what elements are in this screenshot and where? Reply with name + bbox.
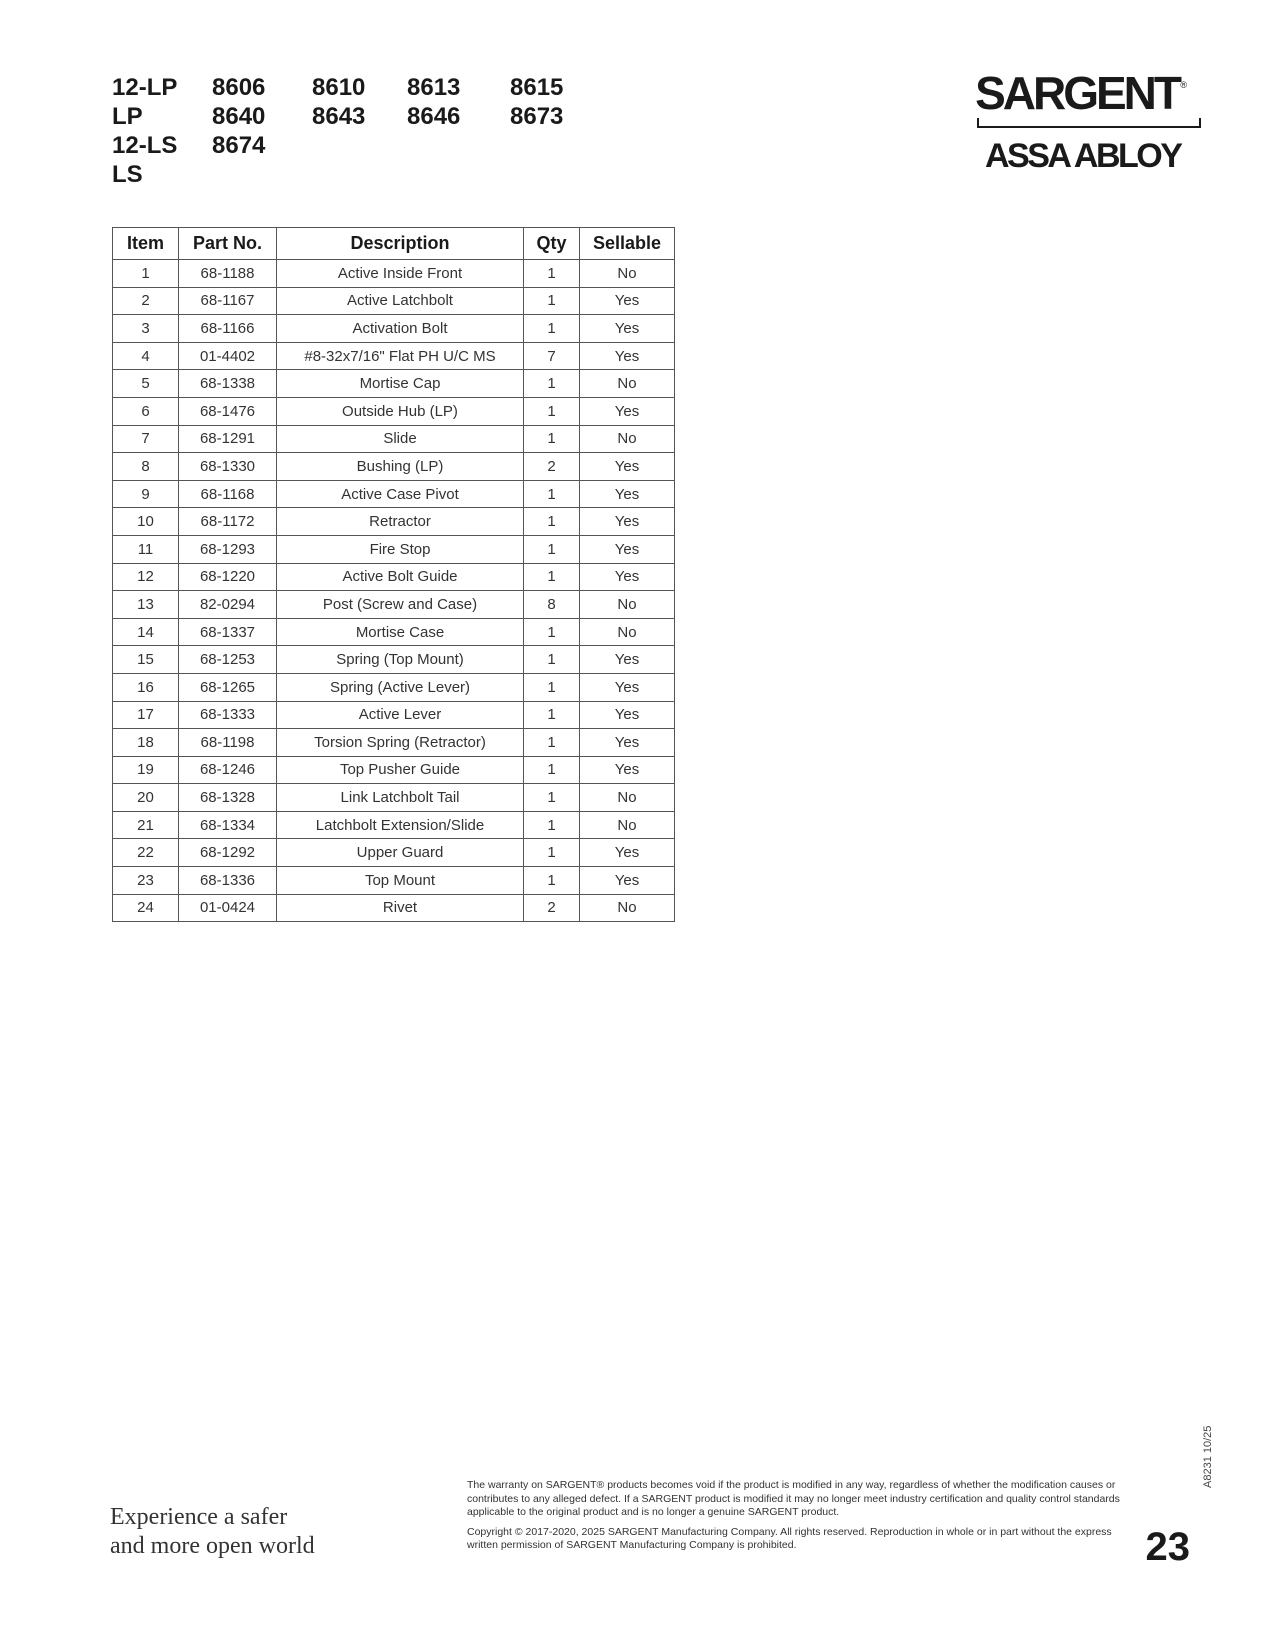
part-no-cell: 68-1168: [179, 480, 277, 508]
sellable-cell: Yes: [580, 646, 675, 674]
item-cell: 22: [113, 839, 179, 867]
sellable-cell: Yes: [580, 839, 675, 867]
description-cell: Torsion Spring (Retractor): [277, 729, 524, 757]
item-cell: 3: [113, 315, 179, 343]
item-cell: 12: [113, 563, 179, 591]
qty-cell: 2: [524, 453, 580, 481]
table-row: [113, 563, 675, 591]
qty-cell: 1: [524, 508, 580, 536]
description-cell: Top Pusher Guide: [277, 756, 524, 784]
qty-cell: 8: [524, 591, 580, 619]
qty-cell: 1: [524, 756, 580, 784]
qty-cell: 7: [524, 342, 580, 370]
table-row: [113, 397, 675, 425]
description-cell: Bushing (LP): [277, 453, 524, 481]
table-row: [113, 591, 675, 619]
part-no-cell: 68-1188: [179, 260, 277, 288]
table-row: [113, 287, 675, 315]
table-row: [113, 839, 675, 867]
model-number: [407, 131, 510, 160]
table-row: [113, 673, 675, 701]
description-cell: Outside Hub (LP): [277, 397, 524, 425]
model-series: LS: [112, 161, 143, 188]
qty-cell: 1: [524, 315, 580, 343]
sellable-cell: Yes: [580, 397, 675, 425]
sellable-cell: Yes: [580, 342, 675, 370]
document-code: A8231 10/25: [1202, 1425, 1214, 1488]
table-row: [113, 894, 675, 922]
sellable-cell: No: [580, 811, 675, 839]
parts-table: [112, 227, 675, 922]
sellable-cell: Yes: [580, 453, 675, 481]
table-row: [113, 370, 675, 398]
part-no-cell: 68-1166: [179, 315, 277, 343]
model-number: 8615: [510, 74, 564, 101]
qty-cell: 1: [524, 480, 580, 508]
header-qty: Qty: [524, 228, 580, 260]
description-cell: Mortise Cap: [277, 370, 524, 398]
table-row: [113, 535, 675, 563]
sellable-cell: Yes: [580, 508, 675, 536]
item-cell: 6: [113, 397, 179, 425]
qty-cell: 1: [524, 260, 580, 288]
item-cell: 19: [113, 756, 179, 784]
item-cell: 20: [113, 784, 179, 812]
description-cell: Spring (Active Lever): [277, 673, 524, 701]
qty-cell: 1: [524, 701, 580, 729]
item-cell: 2: [113, 287, 179, 315]
description-cell: Active Bolt Guide: [277, 563, 524, 591]
header-part-no: Part No.: [179, 228, 277, 260]
table-row: [113, 618, 675, 646]
sellable-cell: Yes: [580, 673, 675, 701]
qty-cell: 1: [524, 397, 580, 425]
model-number: 8640: [212, 103, 266, 130]
model-number: 8646: [407, 103, 461, 130]
part-no-cell: 68-1253: [179, 646, 277, 674]
sellable-cell: Yes: [580, 563, 675, 591]
qty-cell: 1: [524, 370, 580, 398]
table-row: [113, 646, 675, 674]
qty-cell: 1: [524, 646, 580, 674]
logo-bracket-line: [977, 118, 1201, 128]
model-number: [312, 160, 407, 189]
description-cell: Spring (Top Mount): [277, 646, 524, 674]
part-no-cell: 68-1337: [179, 618, 277, 646]
tagline-line-2: and more open world: [110, 1533, 315, 1559]
qty-cell: 1: [524, 784, 580, 812]
sellable-cell: Yes: [580, 701, 675, 729]
sellable-cell: No: [580, 260, 675, 288]
model-number: [510, 160, 600, 189]
model-number: 8610: [312, 74, 366, 101]
model-number: [407, 160, 510, 189]
sellable-cell: Yes: [580, 480, 675, 508]
description-cell: Activation Bolt: [277, 315, 524, 343]
table-row: [113, 453, 675, 481]
page-number: 23: [1145, 1525, 1190, 1569]
description-cell: Latchbolt Extension/Slide: [277, 811, 524, 839]
part-no-cell: 68-1333: [179, 701, 277, 729]
sellable-cell: No: [580, 784, 675, 812]
part-no-cell: 01-4402: [179, 342, 277, 370]
part-no-cell: 68-1265: [179, 673, 277, 701]
qty-cell: 1: [524, 425, 580, 453]
item-cell: 10: [113, 508, 179, 536]
assa-abloy-wordmark: ASSA ABLOY: [985, 137, 1181, 175]
item-cell: 8: [113, 453, 179, 481]
item-cell: 15: [113, 646, 179, 674]
part-no-cell: 68-1172: [179, 508, 277, 536]
description-cell: Post (Screw and Case): [277, 591, 524, 619]
description-cell: Active Inside Front: [277, 260, 524, 288]
model-series: 12-LP: [112, 74, 178, 101]
qty-cell: 1: [524, 563, 580, 591]
sellable-cell: No: [580, 894, 675, 922]
sargent-assa-abloy-logo: [975, 68, 1201, 178]
warranty-text: The warranty on SARGENT® products becomes void if the product is modified in any way, regardless of whether the modification causes or contributes to any alleged defect. If a SARGENT product is modified it may no longer meet industry certification and quality control standards applicable to the original product and is no longer a genuine SARGENT product.: [467, 1479, 1120, 1518]
table-row: [113, 784, 675, 812]
table-row: [113, 342, 675, 370]
item-cell: 23: [113, 867, 179, 895]
model-number: 8606: [212, 74, 266, 101]
sellable-cell: No: [580, 591, 675, 619]
qty-cell: 1: [524, 618, 580, 646]
table-row: [113, 701, 675, 729]
qty-cell: 1: [524, 729, 580, 757]
header-sellable: Sellable: [580, 228, 675, 260]
part-no-cell: 68-1291: [179, 425, 277, 453]
model-list: [112, 73, 600, 189]
part-no-cell: 68-1292: [179, 839, 277, 867]
table-row: [113, 315, 675, 343]
description-cell: Slide: [277, 425, 524, 453]
tagline-line-1: Experience a safer: [110, 1504, 288, 1530]
header-description: Description: [277, 228, 524, 260]
part-no-cell: 68-1293: [179, 535, 277, 563]
part-no-cell: 82-0294: [179, 591, 277, 619]
model-number: 8613: [407, 74, 461, 101]
qty-cell: 2: [524, 894, 580, 922]
part-no-cell: 68-1220: [179, 563, 277, 591]
part-no-cell: 68-1336: [179, 867, 277, 895]
item-cell: 13: [113, 591, 179, 619]
part-no-cell: 68-1328: [179, 784, 277, 812]
sellable-cell: Yes: [580, 287, 675, 315]
header-item: Item: [113, 228, 179, 260]
description-cell: Link Latchbolt Tail: [277, 784, 524, 812]
model-number: 8674: [212, 132, 266, 159]
table-header-row: [113, 228, 675, 260]
table-row: [113, 425, 675, 453]
description-cell: Top Mount: [277, 867, 524, 895]
part-no-cell: 68-1330: [179, 453, 277, 481]
description-cell: Retractor: [277, 508, 524, 536]
item-cell: 4: [113, 342, 179, 370]
table-row: [113, 867, 675, 895]
description-cell: #8-32x7/16" Flat PH U/C MS: [277, 342, 524, 370]
model-number: 8643: [312, 103, 366, 130]
part-no-cell: 68-1198: [179, 729, 277, 757]
table-row: [113, 756, 675, 784]
item-cell: 14: [113, 618, 179, 646]
item-cell: 24: [113, 894, 179, 922]
description-cell: Rivet: [277, 894, 524, 922]
sellable-cell: Yes: [580, 867, 675, 895]
sellable-cell: No: [580, 370, 675, 398]
part-no-cell: 68-1167: [179, 287, 277, 315]
qty-cell: 1: [524, 867, 580, 895]
item-cell: 5: [113, 370, 179, 398]
qty-cell: 1: [524, 287, 580, 315]
item-cell: 9: [113, 480, 179, 508]
table-row: [113, 729, 675, 757]
item-cell: 11: [113, 535, 179, 563]
model-number: 8673: [510, 103, 564, 130]
table-row: [113, 811, 675, 839]
item-cell: 1: [113, 260, 179, 288]
registered-mark: ®: [1180, 80, 1187, 90]
qty-cell: 1: [524, 811, 580, 839]
qty-cell: 1: [524, 673, 580, 701]
legal-notice: [467, 1479, 1127, 1553]
part-no-cell: 68-1338: [179, 370, 277, 398]
sellable-cell: No: [580, 618, 675, 646]
item-cell: 18: [113, 729, 179, 757]
part-no-cell: 68-1334: [179, 811, 277, 839]
description-cell: Mortise Case: [277, 618, 524, 646]
qty-cell: 1: [524, 839, 580, 867]
part-no-cell: 01-0424: [179, 894, 277, 922]
table-row: [113, 260, 675, 288]
model-number: [510, 131, 600, 160]
description-cell: Active Lever: [277, 701, 524, 729]
tagline: [110, 1503, 315, 1561]
copyright-text: Copyright © 2017-2020, 2025 SARGENT Manufacturing Company. All rights reserved. Reproduction in whole or in part without the express written permission of SARGENT Manufacturing Company is prohibited.: [467, 1525, 1112, 1551]
description-cell: Fire Stop: [277, 535, 524, 563]
sellable-cell: No: [580, 425, 675, 453]
sargent-wordmark: SARGENT: [975, 67, 1179, 119]
model-series: LP: [112, 103, 143, 130]
item-cell: 16: [113, 673, 179, 701]
description-cell: Active Case Pivot: [277, 480, 524, 508]
part-no-cell: 68-1476: [179, 397, 277, 425]
model-number: [312, 131, 407, 160]
table-row: [113, 480, 675, 508]
model-series: 12-LS: [112, 132, 178, 159]
sellable-cell: Yes: [580, 756, 675, 784]
sellable-cell: Yes: [580, 729, 675, 757]
description-cell: Upper Guard: [277, 839, 524, 867]
item-cell: 21: [113, 811, 179, 839]
sellable-cell: Yes: [580, 315, 675, 343]
qty-cell: 1: [524, 535, 580, 563]
model-number: [212, 160, 312, 189]
description-cell: Active Latchbolt: [277, 287, 524, 315]
item-cell: 7: [113, 425, 179, 453]
part-no-cell: 68-1246: [179, 756, 277, 784]
sellable-cell: Yes: [580, 535, 675, 563]
item-cell: 17: [113, 701, 179, 729]
table-row: [113, 508, 675, 536]
